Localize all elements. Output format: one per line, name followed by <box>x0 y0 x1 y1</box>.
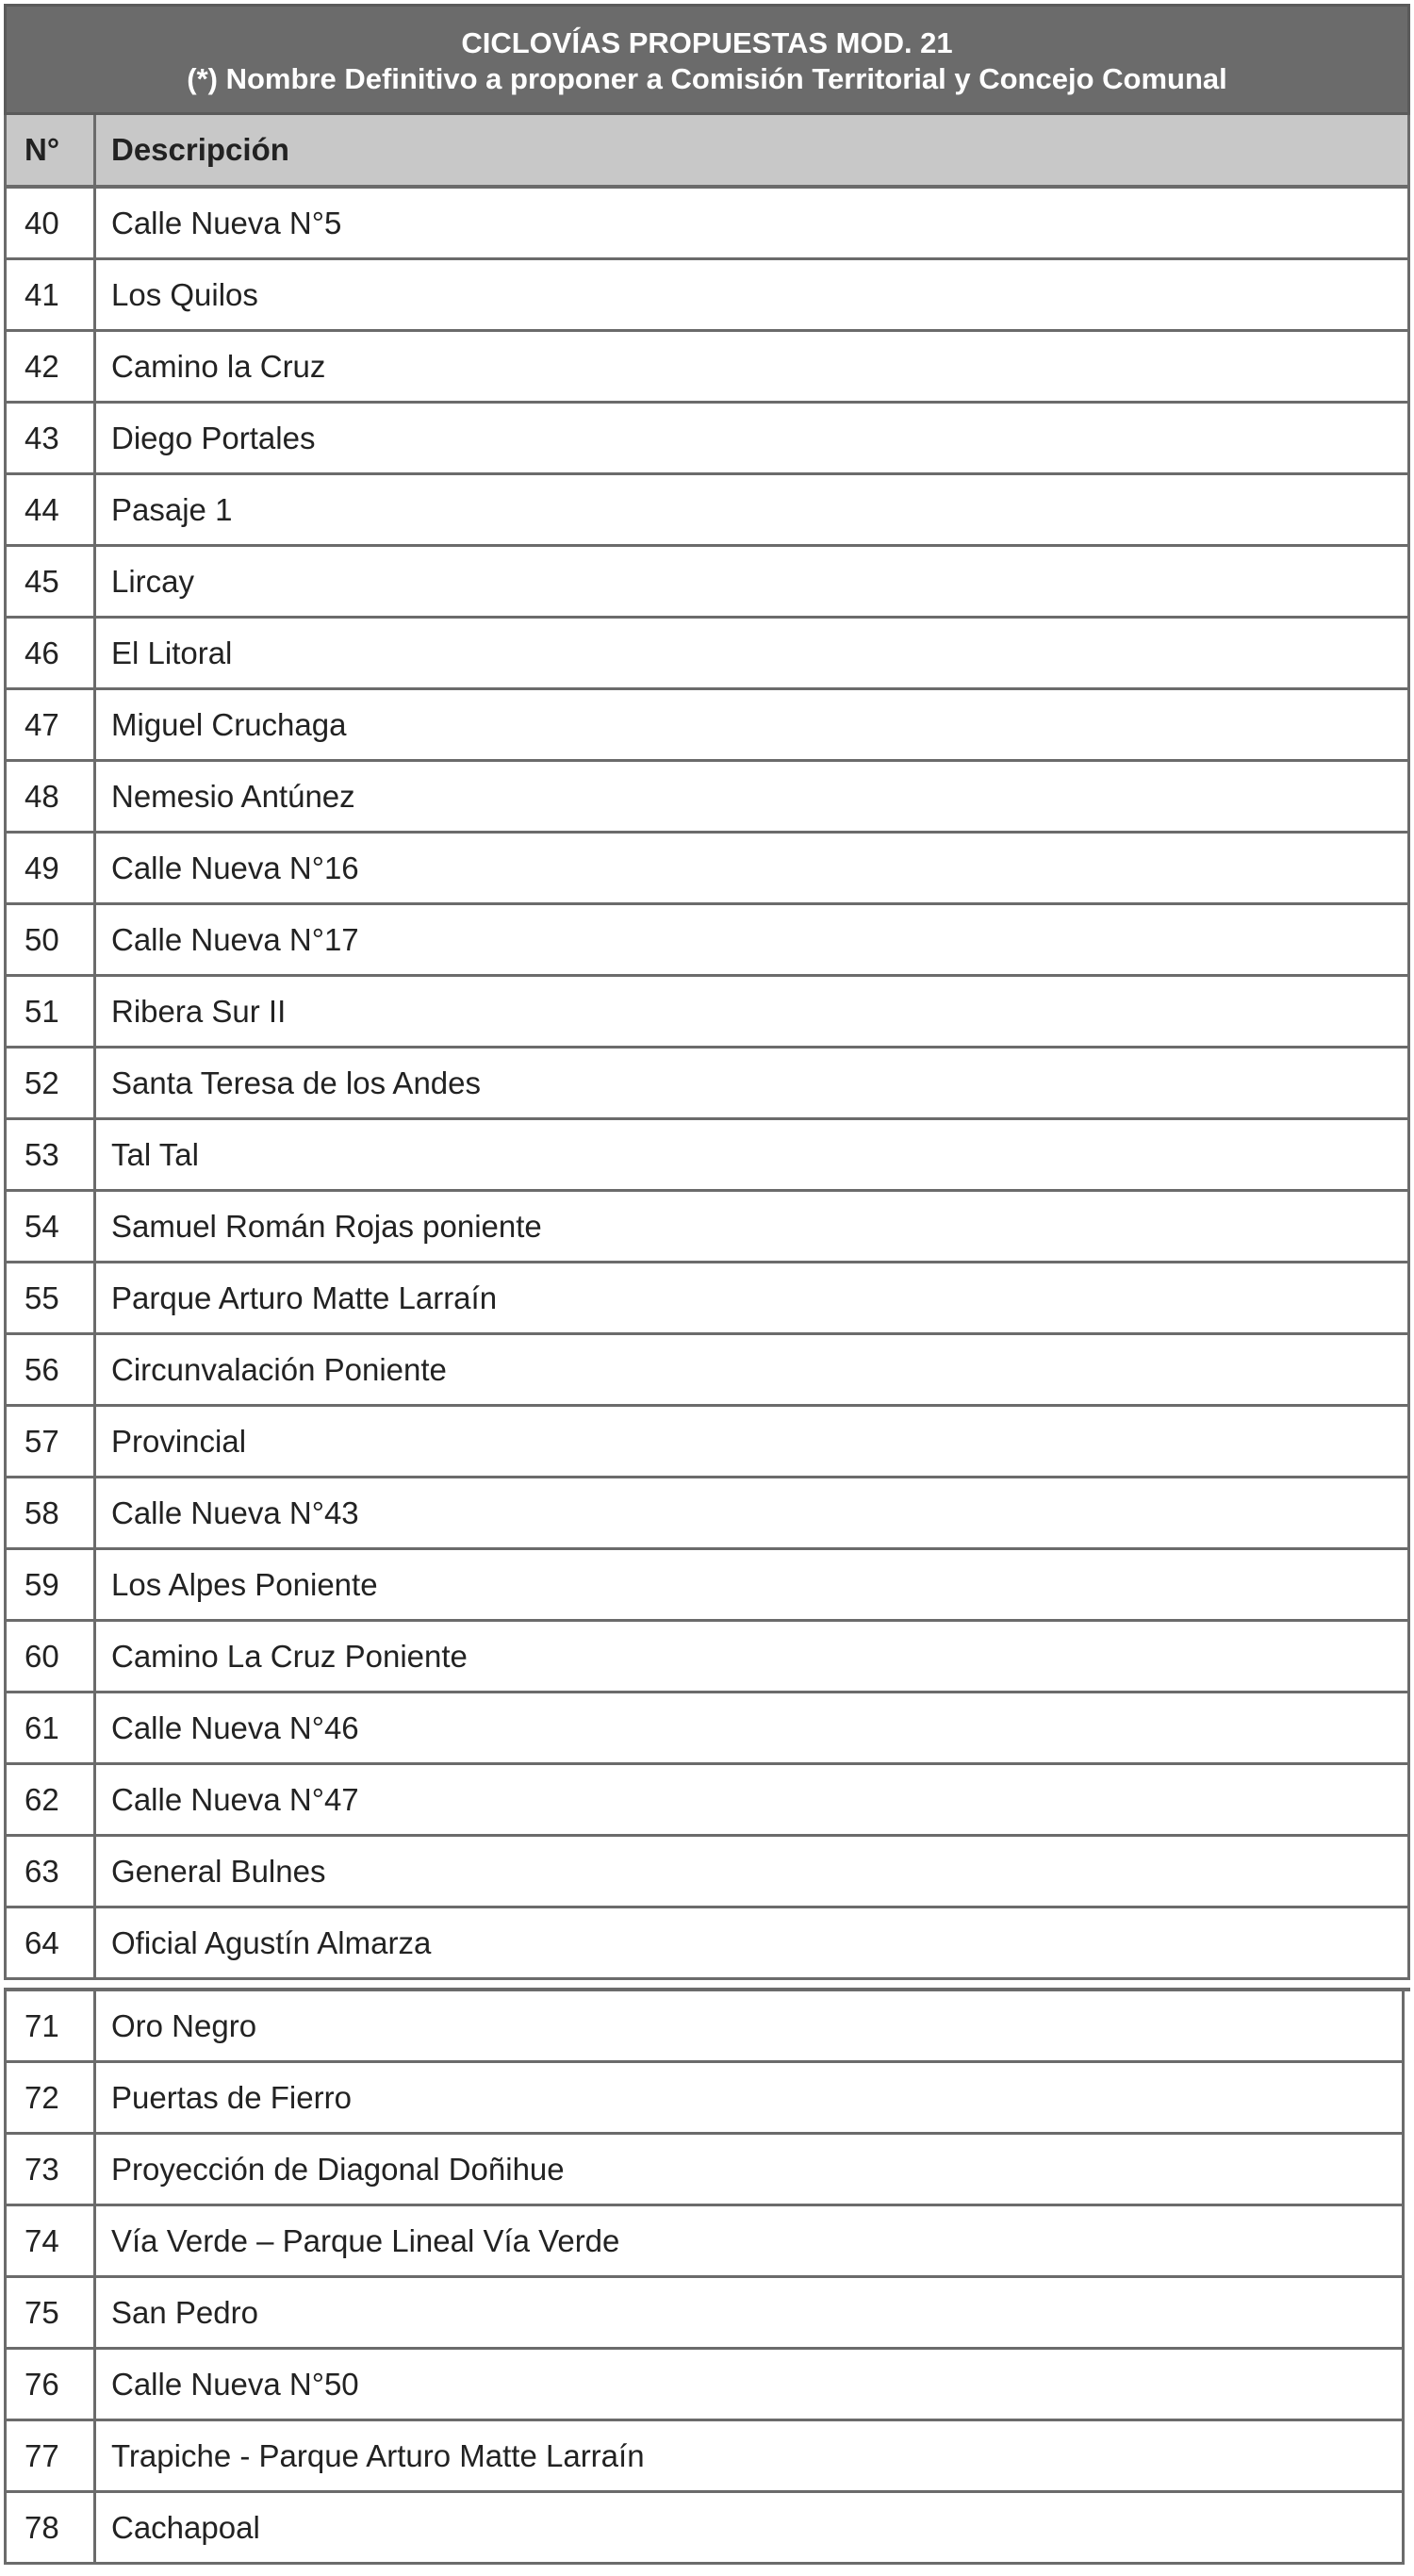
row-description: San Pedro <box>111 2295 258 2330</box>
table-row <box>4 977 1410 1049</box>
table-body-part-1 <box>4 189 1410 1980</box>
row-description: General Bulnes <box>111 1854 326 1889</box>
row-number: 43 <box>7 404 96 472</box>
table-row <box>4 1192 1410 1263</box>
row-description: Puertas de Fierro <box>111 2080 352 2115</box>
table-row <box>4 1693 1410 1765</box>
row-description: Samuel Román Rojas poniente <box>111 1209 542 1244</box>
row-number: 72 <box>7 2063 96 2132</box>
row-description: Camino la Cruz <box>111 349 326 384</box>
row-description: Provincial <box>111 1424 247 1459</box>
table-row <box>4 1765 1410 1837</box>
row-description: Calle Nueva N°17 <box>111 922 359 957</box>
table-row <box>4 834 1410 905</box>
row-description: Ribera Sur II <box>111 994 287 1029</box>
row-number: 75 <box>7 2278 96 2347</box>
row-description: Proyección de Diagonal Doñihue <box>111 2152 565 2187</box>
row-number: 41 <box>7 260 96 329</box>
row-description: Trapiche - Parque Arturo Matte Larraín <box>111 2438 645 2473</box>
table-row <box>4 1550 1410 1622</box>
table-title-line-1: CICLOVÍAS PROPUESTAS MOD. 21 <box>461 26 953 59</box>
row-number: 61 <box>7 1693 96 1762</box>
table-row <box>4 2063 1405 2135</box>
row-description: Calle Nueva N°46 <box>111 1710 359 1745</box>
row-description: Oro Negro <box>111 2008 257 2043</box>
row-description: Tal Tal <box>111 1137 199 1172</box>
row-description: Camino La Cruz Poniente <box>111 1639 468 1674</box>
table-row <box>4 260 1410 332</box>
table-row <box>4 2350 1405 2421</box>
row-description: Los Alpes Poniente <box>111 1567 378 1602</box>
table-header-row <box>4 115 1410 189</box>
table-row <box>4 547 1410 619</box>
row-number: 44 <box>7 475 96 544</box>
row-number: 71 <box>7 1991 96 2060</box>
row-description: Diego Portales <box>111 421 316 455</box>
row-description: Nemesio Antúnez <box>111 779 355 814</box>
row-number: 57 <box>7 1407 96 1476</box>
row-description: Calle Nueva N°43 <box>111 1495 359 1530</box>
table-row <box>4 1478 1410 1550</box>
cycleways-table <box>4 4 1410 2565</box>
row-number: 51 <box>7 977 96 1046</box>
table-row <box>4 762 1410 834</box>
row-number: 63 <box>7 1837 96 1906</box>
row-number: 40 <box>7 189 96 257</box>
row-description: Pasaje 1 <box>111 492 233 527</box>
row-description: Los Quilos <box>111 277 258 312</box>
row-description: Calle Nueva N°16 <box>111 850 359 885</box>
table-row <box>4 690 1410 762</box>
table-row <box>4 1908 1410 1980</box>
table-row <box>4 1991 1405 2063</box>
section-gap <box>4 1980 1410 1988</box>
table-row <box>4 404 1410 475</box>
row-number: 50 <box>7 905 96 974</box>
table-row <box>4 1622 1410 1693</box>
row-description: Cachapoal <box>111 2510 260 2545</box>
table-row <box>4 1335 1410 1407</box>
row-number: 73 <box>7 2135 96 2204</box>
table-row <box>4 2278 1405 2350</box>
row-description: Circunvalación Poniente <box>111 1352 447 1387</box>
row-number: 77 <box>7 2421 96 2490</box>
table-row <box>4 1049 1410 1120</box>
row-number: 64 <box>7 1908 96 1977</box>
row-number: 58 <box>7 1478 96 1547</box>
row-description: Miguel Cruchaga <box>111 707 347 742</box>
row-number: 49 <box>7 834 96 902</box>
table-row <box>4 2421 1405 2493</box>
table-row <box>4 475 1410 547</box>
row-description: Parque Arturo Matte Larraín <box>111 1280 498 1315</box>
row-description: Calle Nueva N°50 <box>111 2367 359 2402</box>
row-number: 46 <box>7 619 96 687</box>
table-body-part-2 <box>4 1988 1410 2565</box>
row-number: 76 <box>7 2350 96 2419</box>
table-row <box>4 189 1410 260</box>
row-number: 56 <box>7 1335 96 1404</box>
table-row <box>4 905 1410 977</box>
row-description: Lircay <box>111 564 195 599</box>
row-number: 74 <box>7 2206 96 2275</box>
row-number: 55 <box>7 1263 96 1332</box>
table-row <box>4 619 1410 690</box>
row-description: Calle Nueva N°47 <box>111 1782 359 1817</box>
row-number: 60 <box>7 1622 96 1691</box>
table-title <box>4 4 1410 115</box>
row-number: 59 <box>7 1550 96 1619</box>
row-description: Oficial Agustín Almarza <box>111 1925 432 1960</box>
row-description: Vía Verde – Parque Lineal Vía Verde <box>111 2223 620 2258</box>
row-number: 45 <box>7 547 96 616</box>
row-number: 78 <box>7 2493 96 2562</box>
table-row <box>4 1837 1410 1908</box>
row-number: 53 <box>7 1120 96 1189</box>
row-number: 62 <box>7 1765 96 1834</box>
table-title-line-2: (*) Nombre Definitivo a proponer a Comisión Territorial y Concejo Comunal <box>187 62 1227 95</box>
table-row <box>4 2135 1405 2206</box>
row-description: Santa Teresa de los Andes <box>111 1065 482 1100</box>
table-row <box>4 332 1410 404</box>
row-number: 47 <box>7 690 96 759</box>
row-description: El Litoral <box>111 636 233 670</box>
row-description: Calle Nueva N°5 <box>111 206 342 240</box>
row-number: 54 <box>7 1192 96 1261</box>
table-row <box>4 2493 1405 2565</box>
column-header-number: N° <box>7 115 96 185</box>
table-row <box>4 1120 1410 1192</box>
column-header-description: Descripción <box>111 132 289 167</box>
table-row <box>4 1407 1410 1478</box>
row-number: 48 <box>7 762 96 831</box>
row-number: 42 <box>7 332 96 401</box>
row-number: 52 <box>7 1049 96 1117</box>
table-row <box>4 1263 1410 1335</box>
table-row <box>4 2206 1405 2278</box>
